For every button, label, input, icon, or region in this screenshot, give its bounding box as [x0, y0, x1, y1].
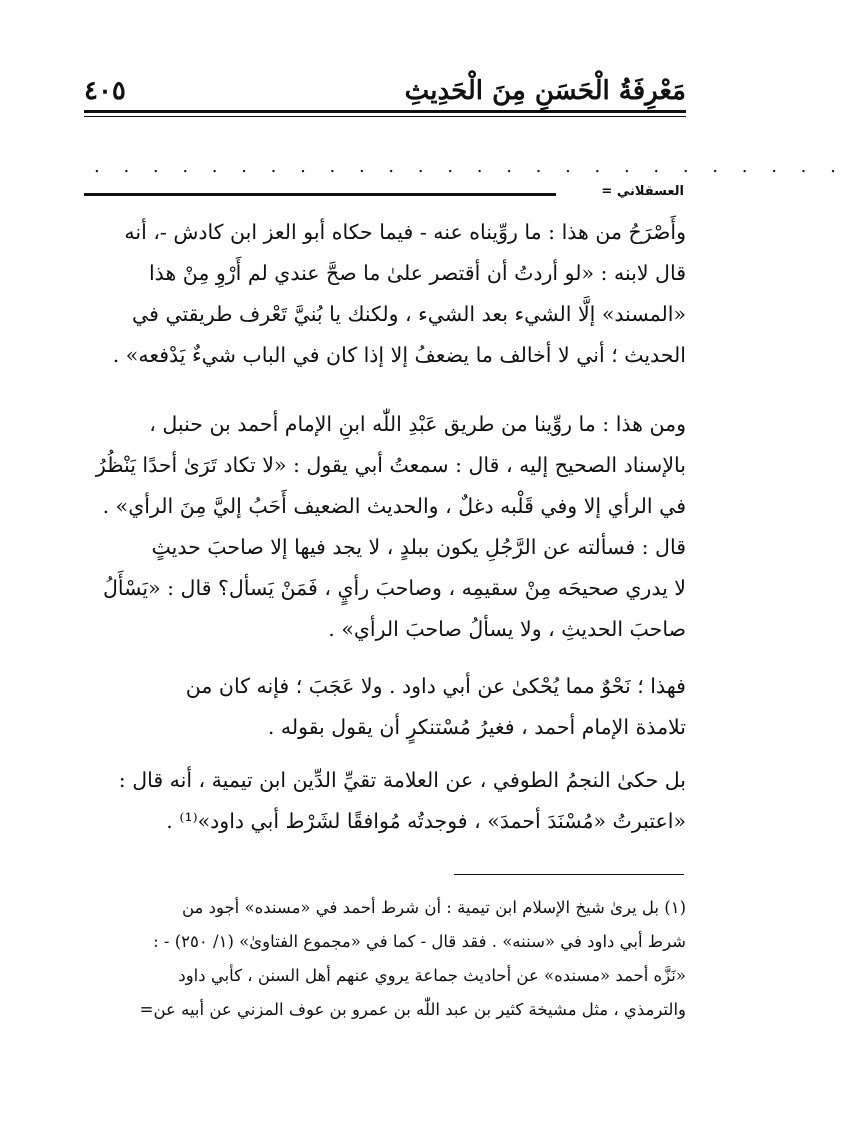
footnote-line: (١) بل يرىٰ شيخ الإسلام ابن تيمية : أن شرط أحمد في «مسنده» أجود من	[181, 898, 686, 917]
text-line: قال لابنه : «لو أردتُ أن أقتصر علىٰ ما صحَّ عندي لم أَرْوِ مِنْ هذا	[148, 261, 686, 285]
text-line: لا يدري صحيحَه مِنْ سقيمِه ، وصاحبَ رأيٍ ، فَمَنْ يَسأل؟ قال : «يَسْأَلُ	[102, 576, 686, 600]
continuation-tag: العسقلاني =	[601, 184, 684, 199]
text-line: صاحبَ الحديثِ ، ولا يسألُ صاحبَ الرأي» .	[328, 617, 686, 641]
running-title: مَعْرِفَةُ الْحَسَنِ مِنَ الْحَدِيثِ	[404, 76, 686, 106]
paragraph-3	[80, 666, 686, 748]
continuation-rule	[84, 193, 556, 196]
text-line: قال : فسألته عن الرَّجُلِ يكون ببلدٍ ، لا يجد فيها إلا صاحبَ حديثٍ	[151, 535, 686, 559]
paragraph-2	[80, 404, 686, 650]
ellipsis-dots: . . . . . . . . . . . . . . . . . . . . . . . . . .	[94, 156, 845, 177]
page-header	[84, 62, 686, 104]
header-rule-thin	[84, 116, 686, 117]
footnote-line: شرط أبي داود في «سننه» . فقد قال - كما في «مجموع الفتاوىٰ» (١/ ٢٥٠) - :	[153, 932, 686, 951]
text-line: فهذا ؛ نَحْوٌ مما يُحْكىٰ عن أبي داود . ولا عَجَبَ ؛ فإنه كان من	[185, 674, 686, 698]
footnote-line: «نَزَّه أحمد «مسنده» عن أحاديث جماعة يروي عنهم أهل السنن ، كأبي داود	[178, 966, 686, 985]
paragraph-1	[80, 212, 686, 376]
text-line: بل حكىٰ النجمُ الطوفي ، عن العلامة تقيِّ الدِّين ابن تيمية ، أنه قال :	[118, 768, 686, 792]
text-line: بالإسناد الصحيح إليه ، قال : سمعتُ أبي يقول : «لا تكاد تَرَىٰ أحدًا يَنْظُرُ	[95, 453, 686, 477]
text-line: «اعتبرتُ «مُسْنَدَ أحمدَ» ، فوجدتُه مُوافقًا لشَرْط أبي داود»⁽¹⁾ .	[166, 809, 686, 833]
text-line: وأَصْرَحُ من هذا : ما روِّيناه عنه - فيما حكاه أبو العز ابن كادش -، أنه	[124, 220, 686, 244]
text-line: «المسند» إلَّا الشيء بعد الشيء ، ولكنك يا بُنيَّ تَعْرف طريقتي في	[132, 302, 686, 326]
text-line: في الرأي إلا وفي قَلْبه دغلٌ ، والحديث الضعيف أَحَبُ إليَّ مِنَ الرأي» .	[102, 494, 686, 518]
footnotes	[80, 891, 686, 1027]
footnote-separator	[454, 874, 684, 875]
text-line: ومن هذا : ما روِّينا من طريق عَبْدِ اللّٰه ابنِ الإمام أحمد بن حنبل ،	[149, 412, 686, 436]
paragraph-4	[80, 760, 686, 842]
text-line: الحديث ؛ أني لا أخالف ما يضعفُ إلا إذا كان في الباب شيءٌ يَدْفعه» .	[112, 343, 686, 367]
footnote-line: والترمذي ، مثل مشيخة كثير بن عبد اللّٰه بن عمرو بن عوف المزني عن أبيه عن=	[139, 1000, 686, 1019]
page-number: ٤٠٥	[84, 76, 126, 106]
header-rule-thick	[84, 110, 686, 113]
text-line: تلامذة الإمام أحمد ، فغيرُ مُسْتنكرٍ أن يقول بقوله .	[267, 715, 686, 739]
